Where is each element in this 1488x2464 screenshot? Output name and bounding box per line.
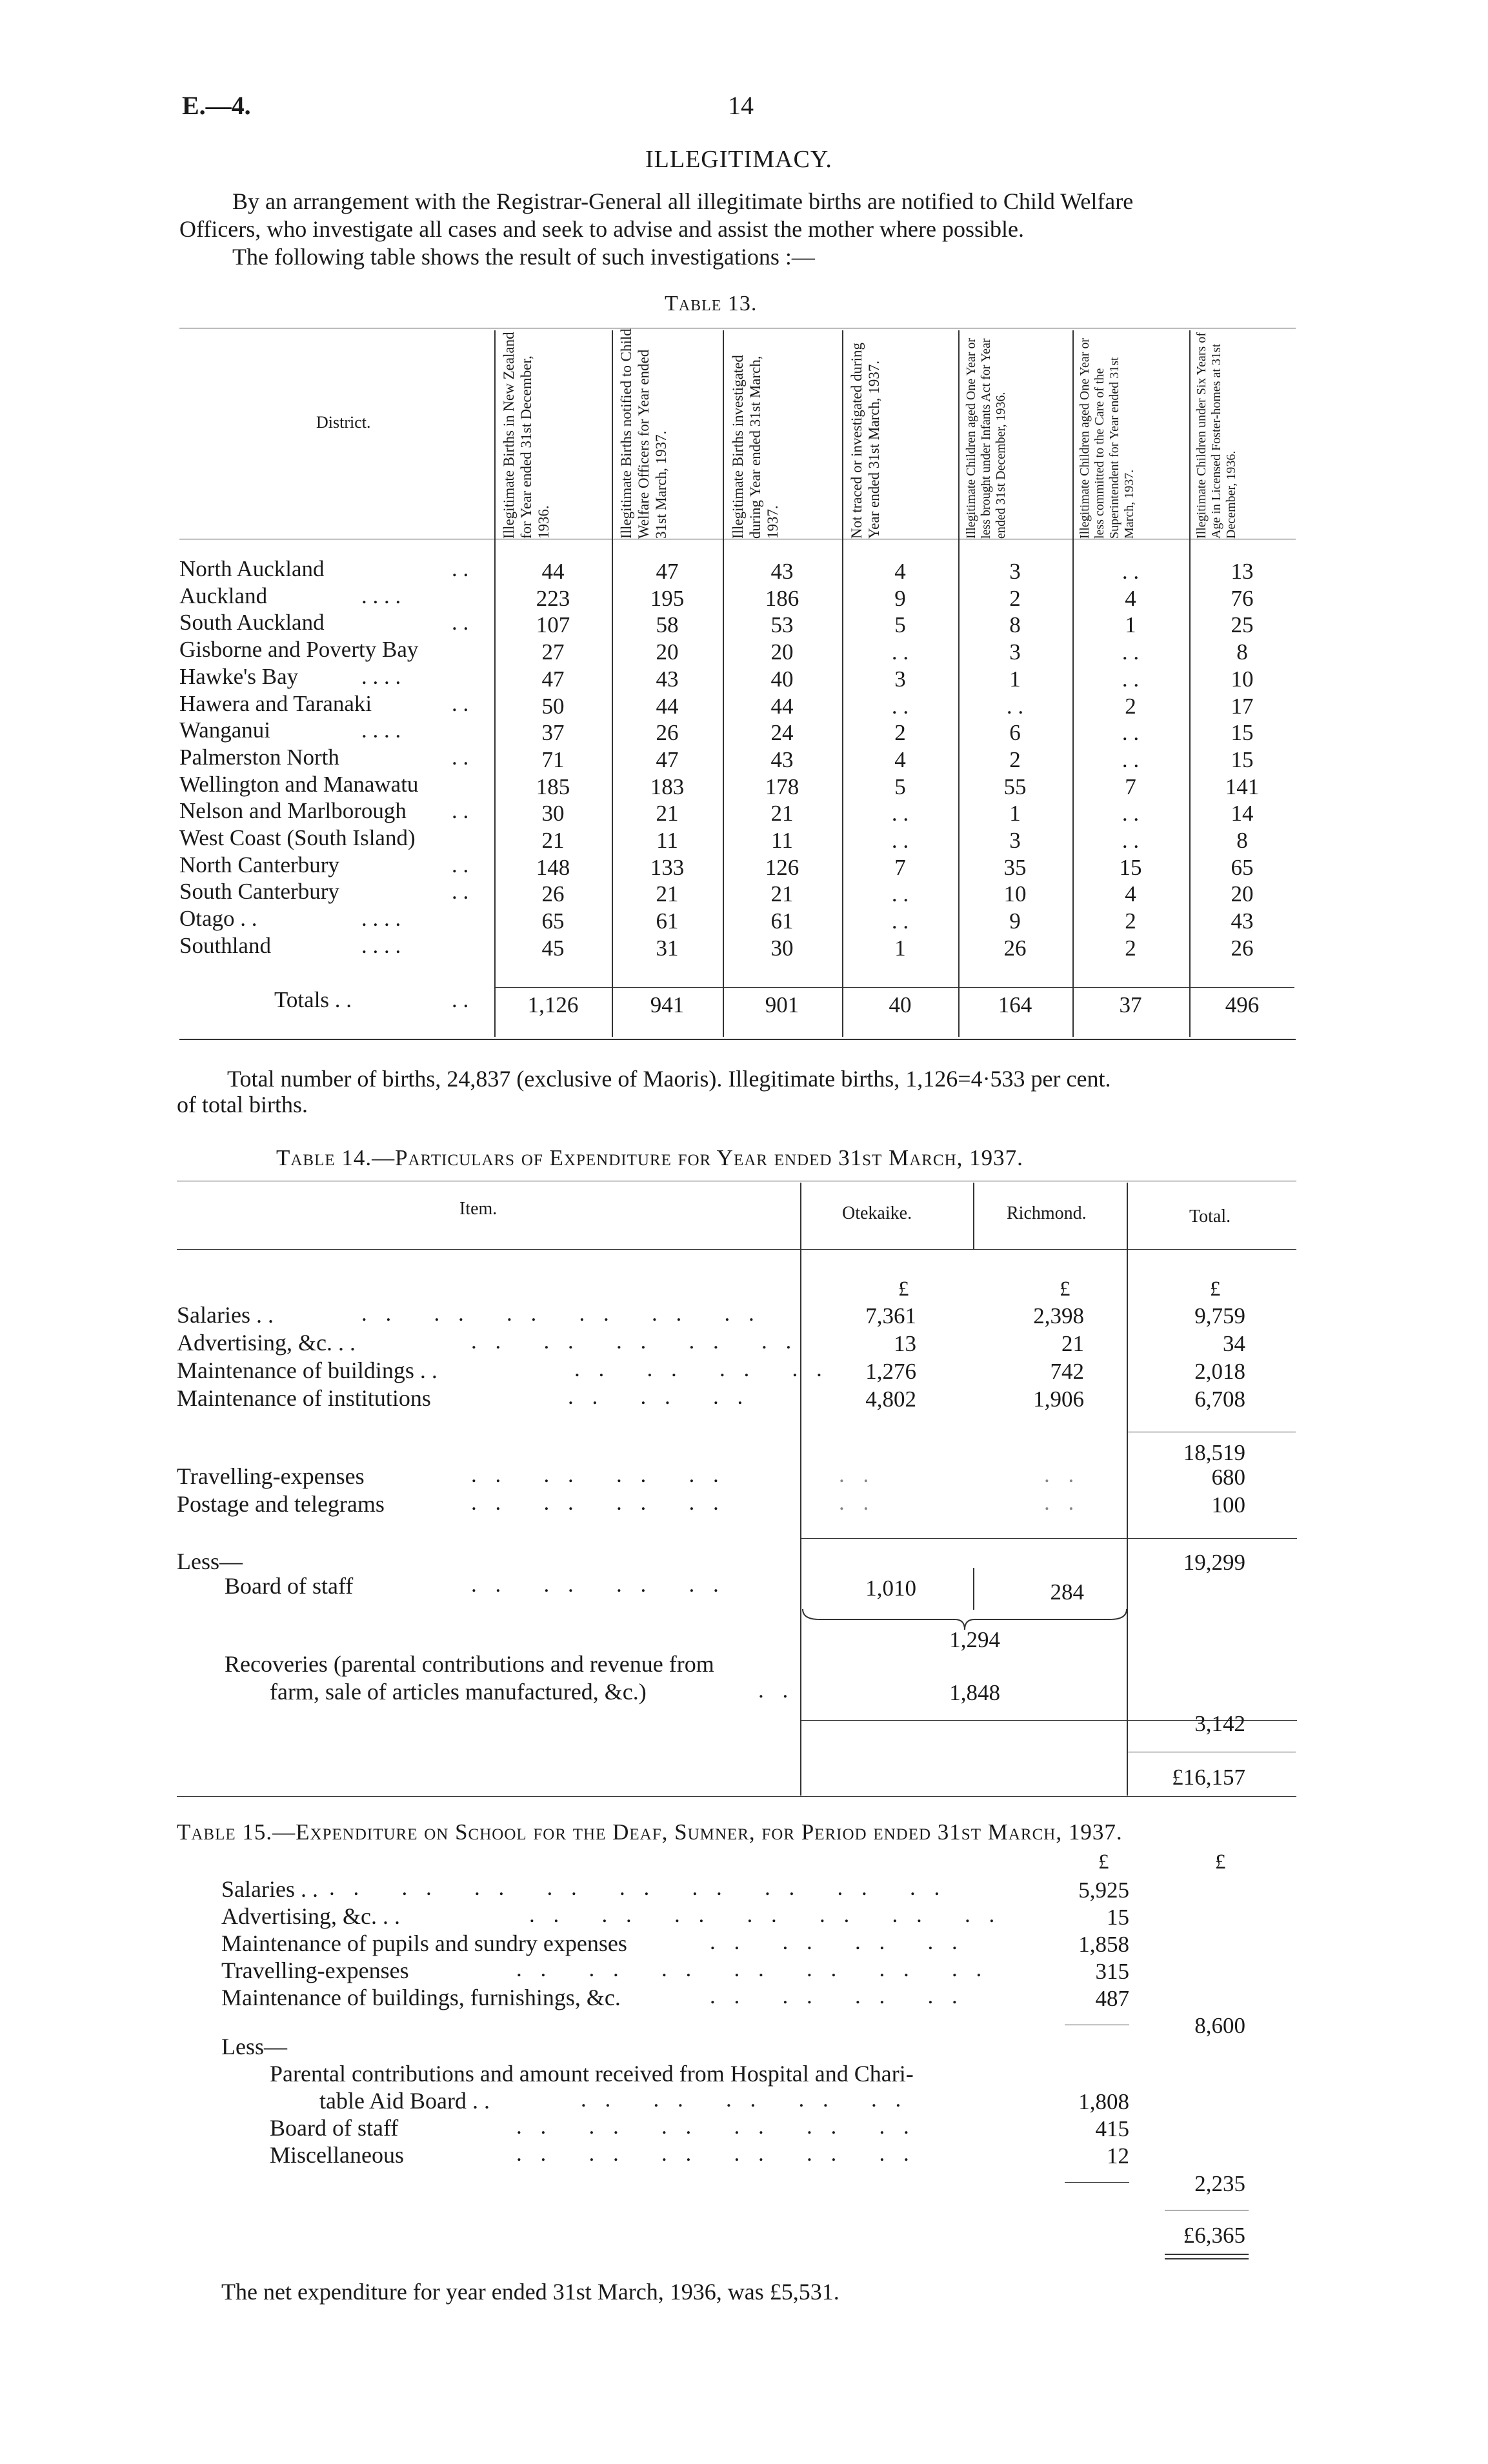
table13-cell: 40 (770, 666, 794, 692)
t14-less-total: 3,142 (1194, 1711, 1245, 1736)
table13-cell: 26 (1231, 935, 1254, 961)
t14-subtotal-2: 19,299 (1183, 1550, 1245, 1575)
t14-net-total: £16,157 (1172, 1765, 1245, 1790)
table13-cell: 4 (894, 559, 906, 584)
district-leader: . . (452, 556, 469, 581)
t14-travelling-label: Travelling-expenses (177, 1463, 365, 1489)
district-leader: . . . . (361, 717, 401, 743)
t15-sub-rule-2 (1065, 2182, 1129, 2183)
t14-recoveries-leader: . . (758, 1678, 795, 1703)
table13-cell: . . (891, 828, 909, 853)
district-name: South Canterbury (179, 879, 339, 905)
t14-row-label: Advertising, &c. . . (177, 1330, 356, 1356)
table13-cell: 1 (1009, 801, 1021, 826)
t14-cell-richmond: 2,398 (1033, 1303, 1084, 1328)
table13-cell: 58 (656, 612, 679, 638)
table13-cell: 65 (541, 908, 565, 934)
district-leader: . . . . (361, 906, 401, 932)
table13-cell: 21 (770, 881, 794, 907)
t15-row-label: Salaries . . (221, 1876, 318, 1902)
t15-board-leader: . . . . . . . . . . . . (516, 2114, 916, 2139)
t14-sub-rule-2 (800, 1538, 1297, 1539)
t14-currency-1: £ (898, 1277, 909, 1301)
t14-less-label: Less— (177, 1548, 243, 1574)
table13-cell: 8 (1236, 828, 1248, 853)
intro-line-3: The following table shows the result of such investigations :— (232, 244, 815, 270)
table13-cell: 1 (1125, 612, 1136, 638)
t13-vrule-1 (494, 330, 496, 1037)
table13-cell: 53 (770, 612, 794, 638)
t14-cell-otekaike: 1,276 (865, 1359, 916, 1384)
table13-cell: 30 (770, 935, 794, 961)
t15-row-value: 15 (1107, 1905, 1129, 1930)
table13-cell: 4 (1125, 585, 1136, 611)
table13-bottom-rule (179, 1039, 1296, 1040)
table13-cell: . . (891, 801, 909, 826)
t13-col-header-7: Illegitimate Children under Six Years of Age in Licensed Foster-homes at 31st December, 1936. (1194, 332, 1238, 539)
t14-postage-empty-2: . . (1044, 1490, 1081, 1515)
table13-cell: 47 (656, 746, 679, 772)
table13-cell: 2 (894, 720, 906, 746)
t15-misc-value: 12 (1107, 2143, 1129, 2169)
t14-recoveries-line-1: Recoveries (parental contributions and revenue from (225, 1651, 714, 1677)
t14-board-leader: . . . . . . . . (471, 1572, 725, 1597)
t13-col-header-5: Illegitimate Children aged One Year or less brought under Infants Act for Year ended 31st December, 1936. (964, 337, 1008, 539)
table13-total-cell: 496 (1225, 992, 1260, 1017)
district-leader: . . (452, 610, 469, 636)
table13-cell: . . (891, 693, 909, 719)
table13-total-cell: 164 (998, 992, 1032, 1017)
table13-cell: 21 (656, 801, 679, 826)
table13-cell: 178 (765, 774, 799, 799)
intro-line-2: Officers, who investigate all cases and seek to advise and assist the mother where possible. (179, 216, 1024, 242)
t14-board-label: Board of staff (225, 1573, 354, 1599)
t14-row-label: Salaries . . (177, 1302, 274, 1328)
table14-title: Table 14.—Particulars of Expenditure for Year ended 31st March, 1937. (276, 1145, 1023, 1170)
t14-row-leader: . . . . . . . . . . (471, 1328, 798, 1354)
t14-board-sum: 1,294 (949, 1627, 1000, 1652)
table13-cell: 183 (650, 774, 685, 799)
table13-cell: 21 (656, 881, 679, 907)
district-name: Otago . . (179, 906, 257, 932)
t14-header-total: Total. (1189, 1207, 1231, 1227)
t15-row-label: Travelling-expenses (221, 1958, 409, 1983)
table13-cell: 3 (1009, 828, 1021, 853)
t14-vrule-3 (1127, 1183, 1128, 1796)
table13-title: Table 13. (665, 292, 758, 316)
t15-row-label: Maintenance of buildings, furnishings, &c. (221, 1985, 621, 2010)
t14-cell-richmond: 1,906 (1033, 1387, 1084, 1412)
t14-subtotal-1: 18,519 (1183, 1440, 1245, 1465)
t15-less-line-2: table Aid Board . . (319, 2088, 490, 2114)
table13-cell: 24 (770, 720, 794, 746)
table13-cell: 4 (1125, 881, 1136, 907)
t14-row-leader: . . . . . . . . . . . . (361, 1301, 761, 1326)
table13-cell: 3 (894, 666, 906, 692)
table13-cell: 15 (1231, 720, 1254, 746)
t15-less-label: Less— (221, 2034, 287, 2059)
t14-cell-total: 2,018 (1194, 1359, 1245, 1384)
table13-cell: 148 (536, 854, 570, 880)
table15-title: Table 15.—Expenditure on School for the Deaf, Sumner, for Period ended 31st March, 1937. (177, 1819, 1123, 1845)
table13-cell: . . (1121, 720, 1140, 746)
t15-row-leader: . . . . . . . . (710, 1929, 964, 1954)
t15-less-line-1: Parental contributions and amount received from Hospital and Chari- (270, 2061, 914, 2087)
district-name: Auckland (179, 583, 268, 608)
table13-cell: 3 (1009, 639, 1021, 665)
table13-cell: . . (891, 908, 909, 934)
table13-cell: 2 (1125, 908, 1136, 934)
table13-cell: 76 (1231, 585, 1254, 611)
t15-less-total: 2,235 (1194, 2171, 1245, 2196)
t14-travelling-empty-1: . . (839, 1462, 876, 1487)
table13-cell: 10 (1231, 666, 1254, 692)
table13-cell: . . (1121, 559, 1140, 584)
district-leader: . . . . (361, 583, 401, 608)
district-leader: . . (452, 852, 469, 877)
table13-cell: 61 (656, 908, 679, 934)
t15-subtotal: 8,600 (1194, 2013, 1245, 2038)
page-code: E.—4. (182, 91, 251, 120)
table13-cell: 10 (1003, 881, 1027, 907)
district-name: South Auckland (179, 610, 325, 636)
table13-cell: 15 (1119, 854, 1142, 880)
intro-line-1: By an arrangement with the Registrar-General all illegitimate births are notified to Child Welfare (232, 188, 1134, 214)
t14-row-label: Maintenance of buildings . . (177, 1357, 437, 1383)
t14-cell-richmond: 21 (1061, 1331, 1084, 1356)
t15-row-value: 315 (1095, 1959, 1129, 1984)
table13-cell: 9 (1009, 908, 1021, 934)
table13-cell: 43 (770, 559, 794, 584)
t14-cell-total: 6,708 (1194, 1387, 1245, 1412)
t15-row-leader: . . . . . . . . (710, 1983, 964, 2008)
district-name: North Canterbury (179, 852, 339, 877)
table13-cell: 47 (541, 666, 565, 692)
t15-misc-label: Miscellaneous (270, 2142, 404, 2168)
district-name: Wellington and Manawatu (179, 771, 419, 797)
table13-cell: 5 (894, 774, 906, 799)
table13-cell: 2 (1009, 746, 1021, 772)
table13-cell: 186 (765, 585, 799, 611)
table13-cell: 43 (770, 746, 794, 772)
table13-cell: 6 (1009, 720, 1021, 746)
t15-row-value: 1,858 (1078, 1932, 1129, 1957)
district-name: North Auckland (179, 556, 325, 581)
t14-cell-otekaike: 7,361 (865, 1303, 916, 1328)
district-leader: . . (452, 690, 469, 716)
district-name: West Coast (South Island) (179, 825, 416, 850)
table13-cell: . . (1006, 693, 1024, 719)
t14-cell-otekaike: 4,802 (865, 1387, 916, 1412)
table13-cell: 7 (894, 854, 906, 880)
births-note-line-1: Total number of births, 24,837 (exclusive of Maoris). Illegitimate births, 1,126=4·533 per cent. (227, 1066, 1111, 1092)
table13-cell: . . (1121, 639, 1140, 665)
table13-cell: 133 (650, 854, 685, 880)
district-name: Hawera and Taranaki (179, 690, 372, 716)
table13-cell: . . (1121, 828, 1140, 853)
table13-cell: 8 (1236, 639, 1248, 665)
table13-cell: 1 (1009, 666, 1021, 692)
table13-cell: 3 (1009, 559, 1021, 584)
table13-total-cell: 1,126 (527, 992, 579, 1017)
district-name: Southland (179, 932, 271, 958)
t15-row-leader: . . . . . . . . . . . . . . (529, 1902, 1001, 1927)
t14-head-rule (177, 1249, 1296, 1250)
t15-row-label: Advertising, &c. . . (221, 1903, 400, 1929)
page-number: 14 (728, 91, 754, 120)
t14-header-richmond: Richmond. (1007, 1203, 1087, 1223)
table13-cell: . . (1121, 746, 1140, 772)
table13-cell: 55 (1003, 774, 1027, 799)
table13-cell: . . (1121, 801, 1140, 826)
table13-cell: 195 (650, 585, 685, 611)
table13-cell: . . (891, 639, 909, 665)
table13-cell: 107 (536, 612, 570, 638)
t15-less-leader: . . . . . . . . . . (581, 2087, 908, 2112)
t14-row-label: Maintenance of institutions (177, 1385, 431, 1411)
t13-col-header-3: Illegitimate Births investigated during Year ended 31st March, 1937. (730, 355, 781, 539)
table13-cell: 20 (1231, 881, 1254, 907)
table13-cell: 4 (894, 746, 906, 772)
t14-row-leader: . . . . . . (568, 1384, 750, 1409)
t14-board-richmond: 284 (1050, 1579, 1084, 1605)
t15-double-rule-2 (1165, 2258, 1249, 2259)
table13-cell: 71 (541, 746, 565, 772)
t14-cell-richmond: 742 (1050, 1359, 1084, 1384)
district-name: Wanganui (179, 717, 271, 743)
t14-bottom-rule (177, 1796, 1296, 1797)
totals-dots: . . (452, 987, 469, 1012)
district-leader: . . . . (361, 663, 401, 689)
table13-cell: 30 (541, 801, 565, 826)
table13-cell: 50 (541, 693, 565, 719)
t15-row-value: 487 (1095, 1986, 1129, 2011)
table13-cell: 26 (541, 881, 565, 907)
t15-double-rule-1 (1165, 2254, 1249, 2255)
table13-cell: 45 (541, 935, 565, 961)
table13-cell: 35 (1003, 854, 1027, 880)
table13-total-cell: 941 (650, 992, 685, 1017)
t14-header-item: Item. (459, 1199, 498, 1219)
table13-cell: 20 (656, 639, 679, 665)
t14-cell-total: 9,759 (1194, 1303, 1245, 1328)
table13-cell: 5 (894, 612, 906, 638)
table13-cell: 2 (1125, 693, 1136, 719)
table13-cell: 185 (536, 774, 570, 799)
t15-board-label: Board of staff (270, 2115, 399, 2141)
table13-cell: 44 (770, 693, 794, 719)
district-header: District. (316, 413, 371, 432)
table13-cell: 15 (1231, 746, 1254, 772)
t13-col-header-2: Illegitimate Births notified to Child Welfare Officers for Year ended 31st March, 1937. (618, 328, 669, 539)
t15-less-value-1: 1,808 (1078, 2089, 1129, 2114)
district-name: Gisborne and Poverty Bay (179, 637, 419, 663)
table13-cell: 26 (656, 720, 679, 746)
table13-cell: . . (1121, 666, 1140, 692)
table13-cell: 43 (1231, 908, 1254, 934)
t14-recoveries-value: 1,848 (949, 1680, 1000, 1705)
table13-cell: 21 (770, 801, 794, 826)
district-name: Nelson and Marlborough (179, 798, 407, 824)
t15-row-leader: . . . . . . . . . . . . . . (516, 1956, 989, 1981)
table13-cell: 20 (770, 639, 794, 665)
t14-cell-total: 34 (1223, 1331, 1245, 1356)
table13-cell: 26 (1003, 935, 1027, 961)
district-name: Hawke's Bay (179, 663, 299, 689)
table13-cell: 17 (1231, 693, 1254, 719)
t14-currency-3: £ (1210, 1277, 1221, 1301)
table13-cell: 31 (656, 935, 679, 961)
t14-currency-2: £ (1060, 1277, 1071, 1301)
t14-board-divider (973, 1568, 974, 1610)
table13-cell: 223 (536, 585, 570, 611)
table13-cell: 2 (1009, 585, 1021, 611)
t14-postage-total: 100 (1211, 1492, 1245, 1517)
t14-row-leader: . . . . . . . . (574, 1356, 829, 1381)
t13-col-header-4: Not traced or investigated during Year ended 31st March, 1937. (849, 342, 882, 539)
t13-col-header-6: Illegitimate Children aged One Year or less committed to the Care of the Superintendent for Year ended 31st March, 1937. (1078, 337, 1136, 539)
t14-postage-leader: . . . . . . . . (471, 1490, 725, 1515)
table13-total-cell: 40 (889, 992, 912, 1017)
table13-cell: . . (891, 881, 909, 907)
table13-cell: 37 (541, 720, 565, 746)
table13-total-cell: 901 (765, 992, 799, 1017)
table13-cell: 13 (1231, 559, 1254, 584)
table13-cell: 44 (541, 559, 565, 584)
births-note-line-2: of total births. (177, 1092, 308, 1117)
table13-cell: 9 (894, 585, 906, 611)
table13-cell: 44 (656, 693, 679, 719)
table13-cell: 27 (541, 639, 565, 665)
district-leader: . . (452, 798, 469, 824)
t14-postage-empty-1: . . (839, 1490, 876, 1515)
table13-cell: 7 (1125, 774, 1136, 799)
t14-vrule-2 (973, 1183, 974, 1249)
t15-currency-1: £ (1098, 1850, 1109, 1874)
table13-cell: 21 (541, 828, 565, 853)
t15-row-leader: . . . . . . . . . . . . . . . . . . (329, 1875, 947, 1900)
t13-col-header-1: Illegitimate Births in New Zealand for Year ended 31st December, 1936. (501, 332, 552, 539)
t14-board-otekaike: 1,010 (865, 1576, 916, 1601)
table13-cell: 11 (771, 828, 793, 853)
district-name: Palmerston North (179, 744, 339, 770)
t14-cell-otekaike: 13 (894, 1331, 916, 1356)
table13-totals-rule (494, 987, 1294, 988)
table13-cell: 2 (1125, 935, 1136, 961)
t15-footnote: The net expenditure for year ended 31st March, 1936, was £5,531. (221, 2279, 840, 2305)
table13-cell: 65 (1231, 854, 1254, 880)
t14-postage-label: Postage and telegrams (177, 1491, 385, 1517)
table13-cell: 25 (1231, 612, 1254, 638)
table13-cell: 43 (656, 666, 679, 692)
table13-cell: 1 (894, 935, 906, 961)
totals-label: Totals . . (274, 987, 352, 1012)
t14-travelling-empty-2: . . (1044, 1462, 1081, 1487)
t15-row-label: Maintenance of pupils and sundry expenses (221, 1930, 627, 1956)
district-leader: . . (452, 879, 469, 905)
t15-misc-leader: . . . . . . . . . . . . (516, 2141, 916, 2166)
table13-total-cell: 37 (1119, 992, 1142, 1017)
table13-cell: 11 (656, 828, 678, 853)
table13-cell: 47 (656, 559, 679, 584)
table13-cell: 14 (1231, 801, 1254, 826)
table13-cell: 8 (1009, 612, 1021, 638)
t15-board-value: 415 (1095, 2116, 1129, 2141)
t14-recoveries-line-2: farm, sale of articles manufactured, &c.) (270, 1679, 647, 1705)
t14-header-otekaike: Otekaike. (842, 1203, 912, 1223)
table13-cell: 141 (1225, 774, 1260, 799)
t15-row-value: 5,925 (1078, 1878, 1129, 1903)
table13-cell: 61 (770, 908, 794, 934)
t14-travelling-total: 680 (1211, 1465, 1245, 1490)
district-leader: . . (452, 744, 469, 770)
section-heading: ILLEGITIMACY. (645, 146, 832, 173)
district-leader: . . . . (361, 932, 401, 958)
t15-net-total: £6,365 (1183, 2223, 1245, 2248)
t15-currency-2: £ (1215, 1850, 1226, 1874)
t14-vrule-1 (800, 1183, 801, 1796)
table13-cell: 126 (765, 854, 799, 880)
t14-travelling-leader: . . . . . . . . (471, 1462, 725, 1487)
